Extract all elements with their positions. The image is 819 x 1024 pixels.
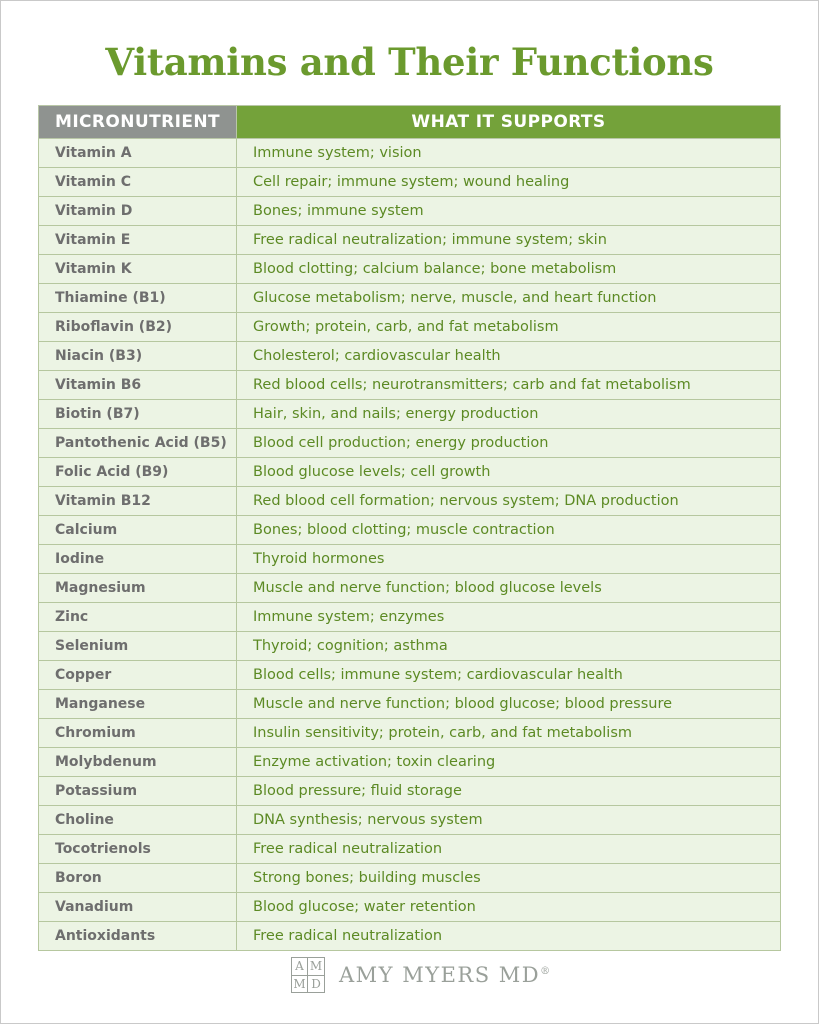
table-row [39, 864, 781, 893]
micronutrient-function: Blood clotting; calcium balance; bone metabolism [237, 255, 781, 284]
table-row [39, 806, 781, 835]
brand-logo [291, 957, 550, 993]
micronutrient-function: Cholesterol; cardiovascular health [237, 342, 781, 371]
micronutrient-name: Folic Acid (B9) [39, 458, 237, 487]
micronutrient-name: Tocotrienols [39, 835, 237, 864]
table-header-row [39, 106, 781, 139]
micronutrient-function: DNA synthesis; nervous system [237, 806, 781, 835]
table-row [39, 893, 781, 922]
table-row [39, 284, 781, 313]
micronutrient-function: Red blood cells; neurotransmitters; carb and fat metabolism [237, 371, 781, 400]
table-row [39, 197, 781, 226]
table-row [39, 719, 781, 748]
micronutrient-name: Vitamin C [39, 168, 237, 197]
micronutrient-name: Copper [39, 661, 237, 690]
monogram-letter: M [308, 958, 324, 976]
micronutrient-function: Cell repair; immune system; wound healing [237, 168, 781, 197]
micronutrient-name: Pantothenic Acid (B5) [39, 429, 237, 458]
micronutrient-name: Niacin (B3) [39, 342, 237, 371]
table-row [39, 342, 781, 371]
brand-name-text: AMY MYERS MD [339, 963, 541, 987]
micronutrient-name: Vitamin A [39, 139, 237, 168]
column-header-micronutrient: MICRONUTRIENT [39, 106, 237, 139]
brand-name [339, 963, 550, 987]
micronutrient-name: Vanadium [39, 893, 237, 922]
micronutrient-function: Blood pressure; fluid storage [237, 777, 781, 806]
table-row [39, 545, 781, 574]
micronutrient-name: Vitamin D [39, 197, 237, 226]
micronutrient-name: Vitamin B6 [39, 371, 237, 400]
micronutrient-function: Free radical neutralization [237, 835, 781, 864]
table-row [39, 632, 781, 661]
monogram-letter: D [311, 977, 321, 991]
micronutrient-name: Vitamin E [39, 226, 237, 255]
table-row [39, 487, 781, 516]
table-row [39, 516, 781, 545]
table-row [39, 777, 781, 806]
table-row [39, 922, 781, 951]
micronutrient-function: Growth; protein, carb, and fat metabolism [237, 313, 781, 342]
vitamins-table [38, 105, 781, 951]
micronutrient-name: Molybdenum [39, 748, 237, 777]
micronutrient-function: Blood glucose; water retention [237, 893, 781, 922]
table-row [39, 400, 781, 429]
monogram-letter: A [292, 958, 308, 976]
micronutrient-function: Blood glucose levels; cell growth [237, 458, 781, 487]
micronutrient-function: Hair, skin, and nails; energy production [237, 400, 781, 429]
page-title: Vitamins and Their Functions [105, 40, 714, 84]
micronutrient-function: Muscle and nerve function; blood glucose; blood pressure [237, 690, 781, 719]
micronutrient-name: Selenium [39, 632, 237, 661]
micronutrient-name: Choline [39, 806, 237, 835]
micronutrient-name: Biotin (B7) [39, 400, 237, 429]
micronutrient-name: Riboflavin (B2) [39, 313, 237, 342]
micronutrient-function: Strong bones; building muscles [237, 864, 781, 893]
table-row [39, 835, 781, 864]
micronutrient-name: Calcium [39, 516, 237, 545]
table-body [39, 139, 781, 951]
micronutrient-name: Manganese [39, 690, 237, 719]
table-row [39, 574, 781, 603]
micronutrient-function: Free radical neutralization; immune system; skin [237, 226, 781, 255]
micronutrient-function: Blood cell production; energy production [237, 429, 781, 458]
micronutrient-name: Zinc [39, 603, 237, 632]
micronutrient-function: Immune system; vision [237, 139, 781, 168]
table-row [39, 603, 781, 632]
vitamins-table-container [38, 105, 780, 951]
micronutrient-name: Thiamine (B1) [39, 284, 237, 313]
monogram-letter: M [292, 976, 308, 993]
column-header-what-it-supports: WHAT IT SUPPORTS [237, 106, 781, 139]
micronutrient-function: Thyroid hormones [237, 545, 781, 574]
table-row [39, 168, 781, 197]
table-row [39, 458, 781, 487]
table-row [39, 690, 781, 719]
micronutrient-function: Glucose metabolism; nerve, muscle, and heart function [237, 284, 781, 313]
table-row [39, 226, 781, 255]
registered-mark: ® [540, 966, 551, 977]
micronutrient-function: Bones; immune system [237, 197, 781, 226]
micronutrient-name: Vitamin B12 [39, 487, 237, 516]
micronutrient-function: Muscle and nerve function; blood glucose levels [237, 574, 781, 603]
micronutrient-function: Red blood cell formation; nervous system; DNA production [237, 487, 781, 516]
micronutrient-function: Immune system; enzymes [237, 603, 781, 632]
micronutrient-function: Insulin sensitivity; protein, carb, and fat metabolism [237, 719, 781, 748]
micronutrient-function: Blood cells; immune system; cardiovascular health [237, 661, 781, 690]
micronutrient-name: Vitamin K [39, 255, 237, 284]
table-row [39, 661, 781, 690]
micronutrient-name: Potassium [39, 777, 237, 806]
micronutrient-function: Free radical neutralization [237, 922, 781, 951]
amd-monogram-icon [291, 957, 325, 993]
micronutrient-function: Thyroid; cognition; asthma [237, 632, 781, 661]
micronutrient-name: Magnesium [39, 574, 237, 603]
micronutrient-function: Bones; blood clotting; muscle contraction [237, 516, 781, 545]
micronutrient-name: Antioxidants [39, 922, 237, 951]
table-row [39, 748, 781, 777]
table-row [39, 313, 781, 342]
table-row [39, 255, 781, 284]
micronutrient-name: Boron [39, 864, 237, 893]
table-row [39, 429, 781, 458]
micronutrient-name: Iodine [39, 545, 237, 574]
table-row [39, 371, 781, 400]
micronutrient-name: Chromium [39, 719, 237, 748]
table-row [39, 139, 781, 168]
micronutrient-function: Enzyme activation; toxin clearing [237, 748, 781, 777]
